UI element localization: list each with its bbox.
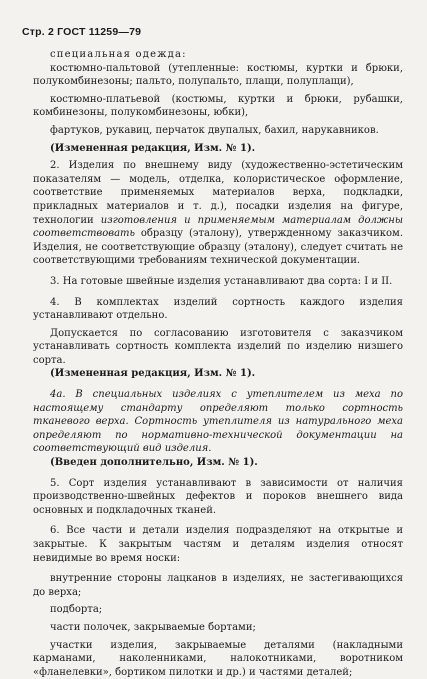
paragraph: 5. Сорт изделия устанавливают в зависимости от наличия производственно-швейных дефектов и пороков внешнего вида основных и подкладочных тканей. xyxy=(33,477,403,516)
list-item: подборта; xyxy=(50,604,103,616)
paragraph: Допускается по согласованию изготовителя с заказчиком устанавливать сортность комплекта изделий по изделию низшего сорта. xyxy=(33,327,403,366)
paragraph: 4а. В специальных изделиях с утеплителем из меха по настоящему стандарту определяют только сортность тканевого верха. Сортность утеплителя из натурального меха определяют по нормативно-технической документации на соответствующий вид изделия. xyxy=(33,389,403,455)
paragraph xyxy=(33,159,403,268)
paragraph: костюмно-пальтовой (утепленные: костюмы, куртки и брюки, полукомбинезоны; пальто, полупальто, плащи, полуплащи), xyxy=(33,62,403,88)
emphasized-text: изготовления и применяемым материалам должны соответствовать xyxy=(33,214,403,240)
amendment-note: (Измененная редакция, Изм. № 1). xyxy=(50,142,256,154)
page-header: Стр. 2 ГОСТ 11259—79 xyxy=(22,26,142,38)
list-item: внутренние стороны лацканов в изделиях, не застегивающихся до верха; xyxy=(33,573,403,598)
document-body xyxy=(33,48,403,679)
amendment-note: (Измененная редакция, Изм. № 1). xyxy=(50,368,256,380)
paragraph: 3. На готовые швейные изделия устанавливают два сорта: I и II. xyxy=(50,275,393,287)
paragraph-text: 2. Изделия по внешнему виду (художественно-эстетическим показателям — модель, отделка, колористическое оформление, соответствие применяемых материалов верха, подкладки, прикладных материалов и т. д.), посадки изделия на фигуре, технологии xyxy=(33,160,403,226)
list-item: участки изделия, закрываемые деталями (накладными карманами, наколенниками, налокотниками, воротником «фланелевки», бортиком пилотки и др.) и частями деталей; xyxy=(33,639,403,678)
paragraph: 6. Все части и детали изделия подразделяют на открытые и закрытые. К закрытым частям и деталям изделия относят невидимые во время носки: xyxy=(33,525,403,564)
paragraph: специальная одежда: xyxy=(50,49,187,60)
amendment-note: (Введен дополнительно, Изм. № 1). xyxy=(50,457,258,469)
paragraph: фартуков, рукавиц, перчаток двупалых, бахил, нарукавников. xyxy=(50,124,379,136)
paragraph: 4. В комплектах изделий сортность каждого изделия устанавливают отдельно. xyxy=(33,296,403,322)
paragraph: костюмно-платьевой (костюмы, куртки и брюки, рубашки, комбинезоны, полукомбинезоны, юбки), xyxy=(33,93,403,119)
list-item: части полочек, закрываемые бортами; xyxy=(50,621,256,633)
paragraph-text: образцу (эталону), утвержденному заказчиком. Изделия, не соответствующие образцу (эталону), следует считать не соответствующими требованиям технической документации. xyxy=(33,228,403,267)
